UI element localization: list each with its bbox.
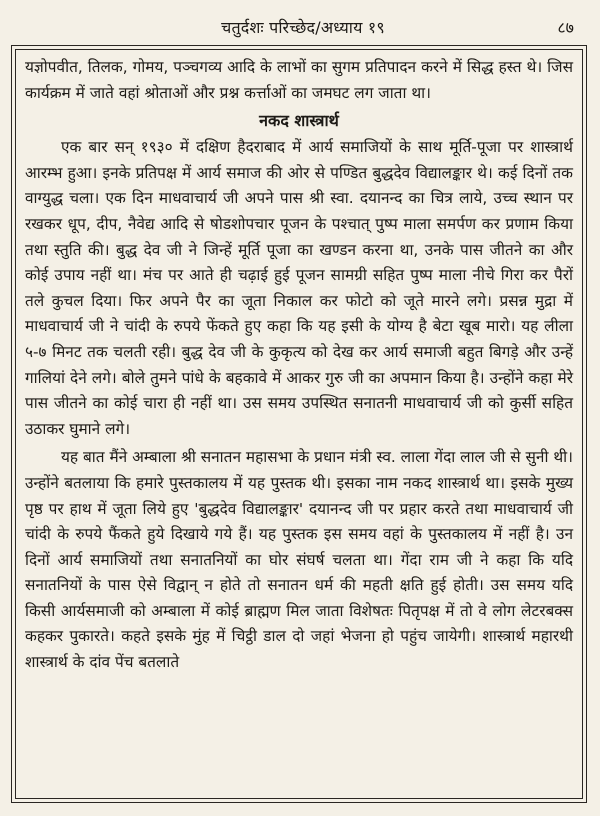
paragraph-2: यह बात मैंने अम्बाला श्री सनातन महासभा के प्रधान मंत्री स्व. लाला गेंदा लाल जी से सुनी थी। उन्होंने बतलाया कि हमारे पुस्तकालय में यह पुस्तक थी। इसका नाम नकद शास्त्रार्थ था। इसके मुख्य पृष्ठ पर हाथ में जूता लिये हुए 'बुद्धदेव विद्यालङ्कार' दयानन्द जी पर प्रहार करते तथा माधवाचार्य जी चांदी के रुपये फैंकते हुये दिखाये गये हैं। यह पुस्तक इस समय वहां के पुस्तकालय में नहीं है। उन दिनों आर्य समाजियों तथा सनातनियों का घोर संघर्ष चलता था। गेंदा राम जी ने कहा कि यदि सनातनियों के पास ऐसे विद्वान् न होते तो सनातन धर्म की महती क्षति हुई होती। उस समय यदि किसी आर्यसमाजी को अम्बाला में कोई ब्राह्मण मिल जाता विशेषतः पितृपक्ष में तो वे लोग लेटरबक्स कहकर पुकारते। कहते इसके मुंह में चिट्ठी डाल दो जहां भेजना हो पहुंच जायेगी। शास्त्रार्थ महारथी शास्त्रार्थ के दांव पेंच बतलाते: [25, 448, 573, 672]
chapter-title: चतुर्दशः परिच्छेद/अध्याय १९: [221, 18, 385, 37]
page-body: [25, 55, 573, 676]
page-number: ८७: [557, 18, 574, 37]
intro-paragraph: यज्ञोपवीत, तिलक, गोमय, पञ्चगव्य आदि के लाभों का सुगम प्रतिपादन करने में सिद्ध हस्त थे। जिस कार्यक्रम में जाते वहां श्रोताओं और प्रश्न कर्त्ताओं का जमघट लग जाता था।: [25, 58, 573, 102]
running-header: [28, 12, 578, 42]
section-heading: नकद शास्त्रार्थ: [259, 111, 339, 131]
paragraph-1: एक बार सन् १९३० में दक्षिण हैदराबाद में आर्य समाजियों के साथ मूर्ति-पूजा पर शास्त्रार्थ आरम्भ हुआ। इनके प्रतिपक्ष में आर्य समाज की ओर से पण्डित बुद्धदेव विद्यालङ्कार थे। कई दिनों तक वाग्युद्ध चला। एक दिन माधवाचार्य जी अपने पास श्री स्वा. दयानन्द का चित्र लाये, उच्च स्थान पर रखकर धूप, दीप, नैवेद्य आदि से षोडशोपचार पूजन के पश्चात् पुष्प माला समर्पण कर प्रणाम किया तथा स्तुति की। बुद्ध देव जी ने जिन्हें मूर्ति पूजा का खण्डन करना था, उनके पास जीतने का और कोई उपाय नहीं था। मंच पर आते ही चढ़ाई हुई पूजन सामग्री सहित पुष्प माला नीचे गिरा कर पैरों तले कुचल दिया। फिर अपने पैर का जूता निकाल कर फोटो को जूते मारने लगे। प्रसन्न मुद्रा में माधवाचार्य जी ने चांदी के रुपये फेंकते हुए कहा कि यह इसी के योग्य है बेटा खूब मारो। यह लीला ५-७ मिनट तक चलती रही। बुद्ध देव जी के कुकृत्य को देख कर आर्य समाजी बहुत बिगड़े और उन्हें गालियां देने लगे। बोले तुमने पांधे के बहकावे में आकर गुरु जी का अपमान किया है। उन्होंने कहा मेरे पास जीतने का कोई चारा ही नहीं था। उस समय उपस्थित सनातनी माधवाचार्य जी को कुर्सी सहित उठाकर घुमाने लगे।: [25, 138, 573, 438]
